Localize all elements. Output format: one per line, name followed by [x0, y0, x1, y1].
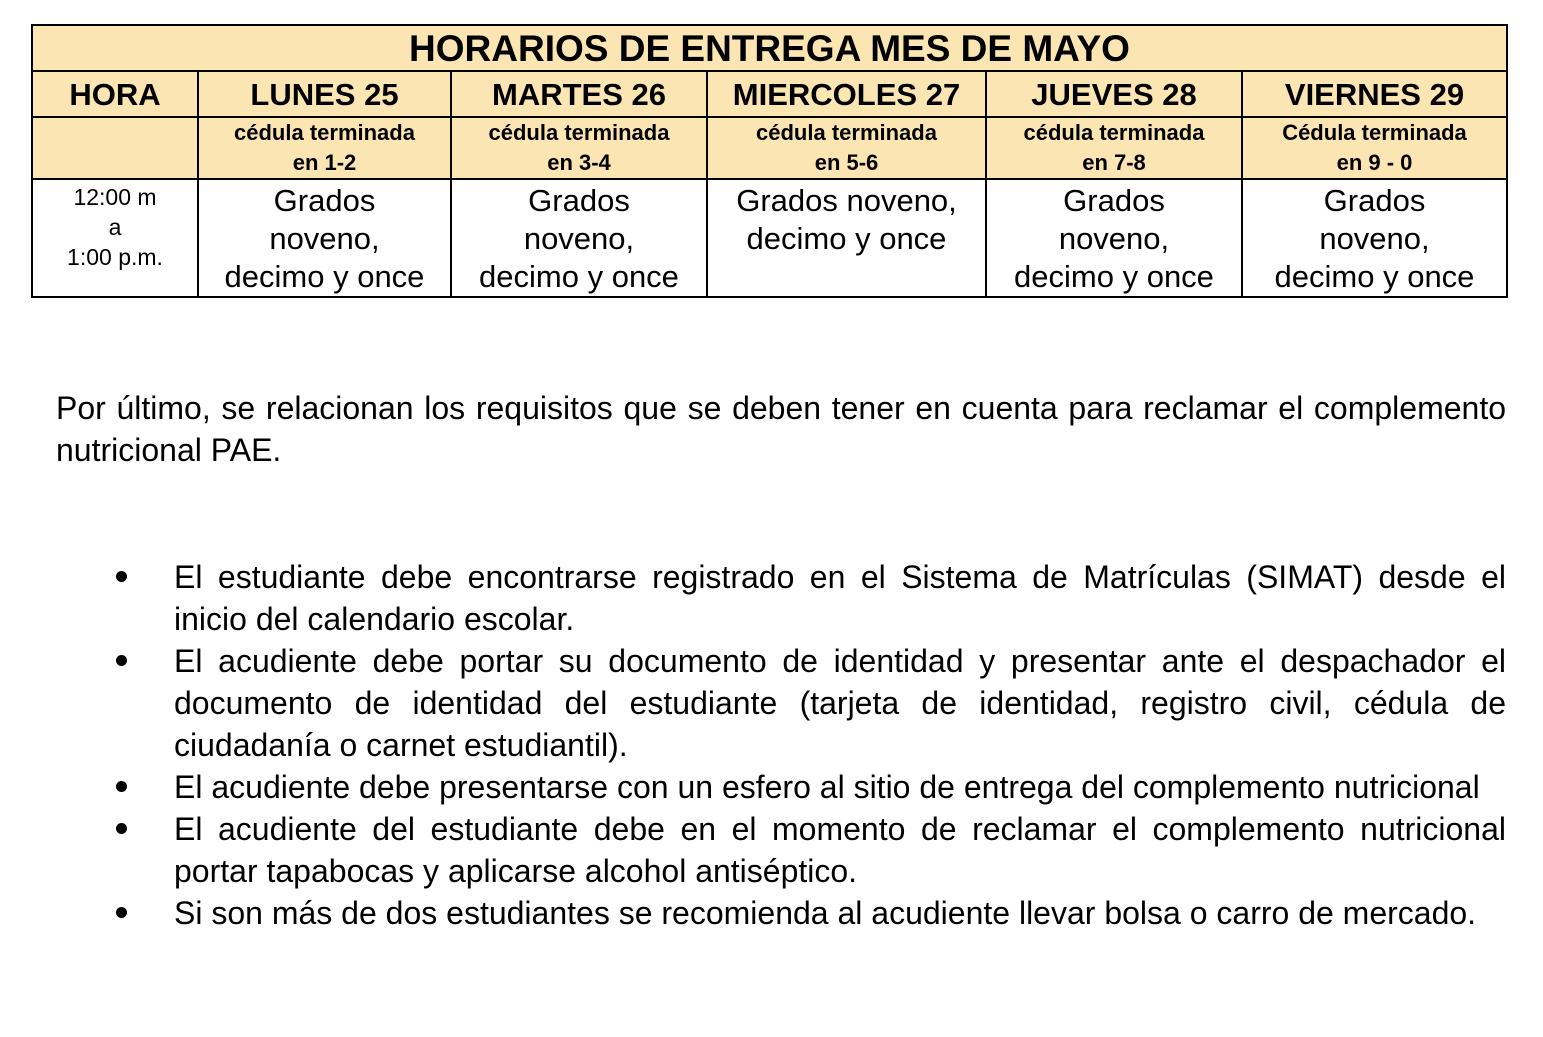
id-ending-line: cédula terminada: [234, 120, 415, 145]
day-header-wednesday: MIERCOLES 27: [707, 71, 986, 117]
requirement-item: [116, 556, 1506, 640]
grades-thursday: [986, 179, 1242, 297]
bullet-icon: [116, 781, 127, 792]
hour-start: 12:00 m: [73, 184, 157, 210]
requirement-item: [116, 808, 1506, 892]
requirement-text: El acudiente del estudiante debe en el momento de reclamar el complemento nutricional portar tapabocas y aplicarse alcohol antiséptico.: [174, 811, 1506, 889]
id-ending-wednesday: [707, 117, 986, 179]
grades-line: decimo y once: [1014, 259, 1214, 294]
day-header-thursday: JUEVES 28: [986, 71, 1242, 117]
day-header-friday: VIERNES 29: [1242, 71, 1507, 117]
grades-line: noveno,: [269, 221, 380, 256]
id-ending-line: cédula terminada: [488, 120, 670, 145]
grades-line: decimo y once: [224, 259, 425, 294]
empty-subheader-cell: [32, 117, 198, 179]
grades-line: decimo y once: [746, 221, 947, 256]
id-ending-line: cédula terminada: [1023, 120, 1205, 145]
table-body-row: [32, 179, 1507, 297]
table-subheader-row: [32, 117, 1507, 179]
requirement-item: [116, 640, 1506, 766]
requirements-intro-paragraph: Por último, se relacionan los requisitos que se deben tener en cuenta para reclamar el complemento nutricional PAE.: [56, 390, 1506, 468]
grades-monday: [198, 179, 451, 297]
id-ending-line: cédula terminada: [756, 120, 937, 145]
id-ending-digits: en 9 - 0: [1336, 150, 1413, 175]
day-header-tuesday: MARTES 26: [451, 71, 707, 117]
id-ending-digits: en 5-6: [814, 150, 879, 175]
grades-line: decimo y once: [1274, 259, 1475, 294]
hour-separator: a: [108, 214, 122, 240]
bullet-icon: [116, 823, 127, 834]
requirement-text: El acudiente debe presentarse con un esfero al sitio de entrega del complemento nutricional: [174, 769, 1480, 805]
requirements-list: [116, 556, 1506, 934]
id-ending-digits: en 7-8: [1082, 150, 1146, 175]
grades-line: Grados noveno,: [736, 183, 957, 218]
grades-line: decimo y once: [479, 259, 679, 294]
grades-line: Grados: [273, 183, 376, 218]
grades-line: Grados: [528, 183, 630, 218]
table-title: HORARIOS DE ENTREGA MES DE MAYO: [32, 25, 1507, 71]
hour-header: HORA: [32, 71, 198, 117]
id-ending-line: Cédula terminada: [1282, 120, 1467, 145]
hour-range-cell: [32, 179, 198, 297]
id-ending-tuesday: [451, 117, 707, 179]
requirement-item: [116, 766, 1506, 808]
requirement-item: [116, 892, 1506, 934]
grades-tuesday: [451, 179, 707, 297]
id-ending-thursday: [986, 117, 1242, 179]
grades-wednesday: [707, 179, 986, 297]
table-header-row: [32, 71, 1507, 117]
id-ending-friday: [1242, 117, 1507, 179]
grades-line: Grados: [1323, 183, 1426, 218]
delivery-schedule-table: [31, 24, 1508, 298]
grades-line: noveno,: [1058, 221, 1170, 256]
grades-line: Grados: [1063, 183, 1165, 218]
hour-end: 1:00 p.m.: [67, 244, 163, 270]
id-ending-digits: en 3-4: [547, 150, 611, 175]
day-header-monday: LUNES 25: [198, 71, 451, 117]
bullet-icon: [116, 655, 127, 666]
requirement-text: El acudiente debe portar su documento de identidad y presentar ante el despachador el documento de identidad del estudiante (tarjeta de identidad, registro civil, cédula de ciudadanía o carnet estudiantil).: [174, 643, 1506, 763]
bullet-icon: [116, 571, 127, 582]
id-ending-monday: [198, 117, 451, 179]
grades-friday: [1242, 179, 1507, 297]
requirement-text: Si son más de dos estudiantes se recomienda al acudiente llevar bolsa o carro de mercado.: [174, 895, 1477, 931]
id-ending-digits: en 1-2: [292, 150, 357, 175]
grades-line: noveno,: [1319, 221, 1430, 256]
bullet-icon: [116, 907, 127, 918]
grades-line: noveno,: [523, 221, 635, 256]
table-title-row: [32, 25, 1507, 71]
requirement-text: El estudiante debe encontrarse registrado en el Sistema de Matrículas (SIMAT) desde el inicio del calendario escolar.: [174, 559, 1506, 637]
